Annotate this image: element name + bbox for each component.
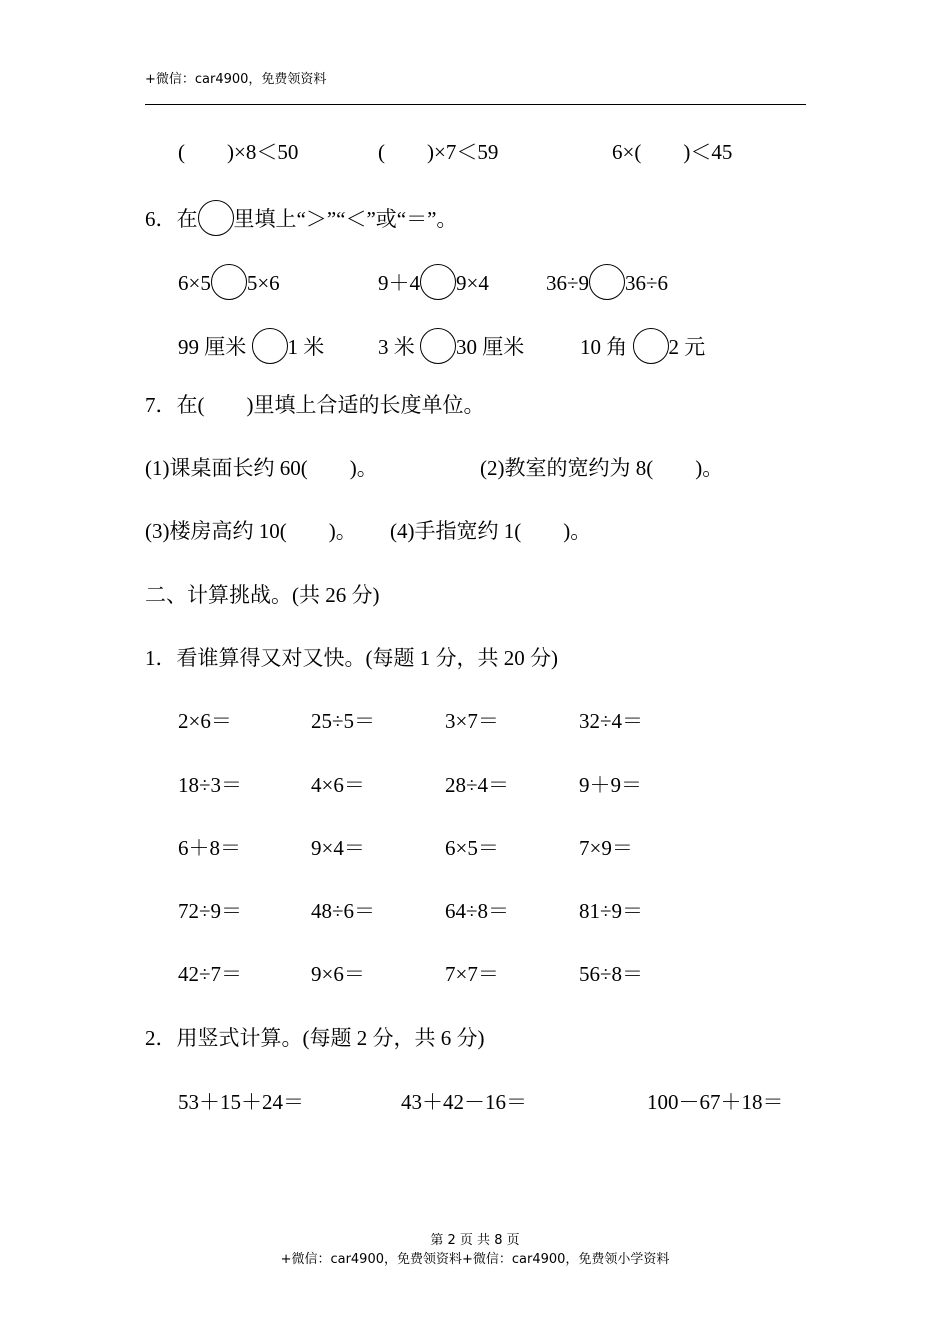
q6-title-suffix: 里填上“＞”“＜”或“＝”。	[233, 207, 458, 231]
calc-item: 9×6＝	[311, 962, 365, 986]
q7-item-2: (2)教室的宽约为 8( )。	[480, 456, 724, 480]
calc-item: 2×6＝	[178, 709, 232, 733]
compare-left: 9＋4	[378, 271, 420, 295]
calc-item: 9×4＝	[311, 836, 365, 860]
q7-item-1: (1)课桌面长约 60( )。	[145, 456, 378, 480]
q7-title: 7．在( )里填上合适的长度单位。	[145, 393, 485, 417]
compare-left: 6×5	[178, 271, 211, 295]
compare-right: 36÷6	[625, 271, 669, 295]
p2-title: 2．用竖式计算。(每题 2 分，共 6 分)	[145, 1026, 485, 1050]
calc-item: 48÷6＝	[311, 899, 376, 923]
q5-item-3: 6×( )＜45	[612, 140, 733, 164]
q7-item-3: (3)楼房高约 10( )。	[145, 519, 357, 543]
answer-circle[interactable]	[589, 264, 625, 300]
q6-compare-5	[378, 328, 524, 364]
calc-item: 3×7＝	[445, 709, 499, 733]
vertical-calc-item: 43＋42－16＝	[401, 1090, 527, 1114]
circle-icon	[198, 200, 234, 236]
compare-left: 36÷9	[546, 271, 590, 295]
answer-circle[interactable]	[211, 264, 247, 300]
calc-item: 6＋8＝	[178, 836, 241, 860]
answer-circle[interactable]	[420, 328, 456, 364]
calc-item: 7×9＝	[579, 836, 633, 860]
q6-compare-6	[580, 328, 705, 364]
calc-item: 6×5＝	[445, 836, 499, 860]
compare-right: 30 厘米	[456, 335, 525, 359]
calc-item: 81÷9＝	[579, 899, 644, 923]
compare-right: 1 米	[287, 335, 325, 359]
calc-item: 18÷3＝	[178, 773, 243, 797]
footer-note: +微信：car4900，免费领资料+微信：car4900，免费领小学资料	[280, 1252, 670, 1267]
answer-circle[interactable]	[633, 328, 669, 364]
compare-right: 2 元	[668, 335, 706, 359]
compare-left: 10 角	[580, 335, 633, 359]
compare-right: 9×4	[456, 271, 489, 295]
q6-title-prefix: 6．在	[145, 207, 198, 231]
calc-item: 28÷4＝	[445, 773, 510, 797]
calc-item: 7×7＝	[445, 962, 499, 986]
calc-item: 42÷7＝	[178, 962, 243, 986]
calc-item: 72÷9＝	[178, 899, 243, 923]
q6-compare-3	[546, 264, 668, 300]
calc-item: 56÷8＝	[579, 962, 644, 986]
calc-item: 32÷4＝	[579, 709, 644, 733]
q6-compare-4	[178, 328, 324, 364]
calc-item: 4×6＝	[311, 773, 365, 797]
compare-right: 5×6	[246, 271, 280, 295]
p1-title: 1．看谁算得又对又快。(每题 1 分，共 20 分)	[145, 646, 558, 670]
q5-item-1: ( )×8＜50	[178, 140, 299, 164]
q6-compare-2	[378, 264, 489, 300]
vertical-calc-item: 53＋15＋24＝	[178, 1090, 304, 1114]
q6-compare-1	[178, 264, 280, 300]
q6-title	[145, 200, 457, 236]
calc-item: 9＋9＝	[579, 773, 642, 797]
q5-item-2: ( )×7＜59	[378, 140, 499, 164]
page-number: 第 2 页 共 8 页	[430, 1233, 520, 1248]
calc-item: 64÷8＝	[445, 899, 510, 923]
compare-left: 3 米	[378, 335, 420, 359]
q7-item-4: (4)手指宽约 1( )。	[390, 519, 592, 543]
header-note: +微信：car4900，免费领资料	[145, 72, 327, 87]
answer-circle[interactable]	[252, 328, 288, 364]
answer-circle[interactable]	[420, 264, 456, 300]
compare-left: 99 厘米	[178, 335, 252, 359]
calc-item: 25÷5＝	[311, 709, 376, 733]
section2-title: 二、计算挑战。(共 26 分)	[145, 583, 380, 607]
vertical-calc-item: 100－67＋18＝	[647, 1090, 784, 1114]
header-rule	[145, 104, 806, 105]
